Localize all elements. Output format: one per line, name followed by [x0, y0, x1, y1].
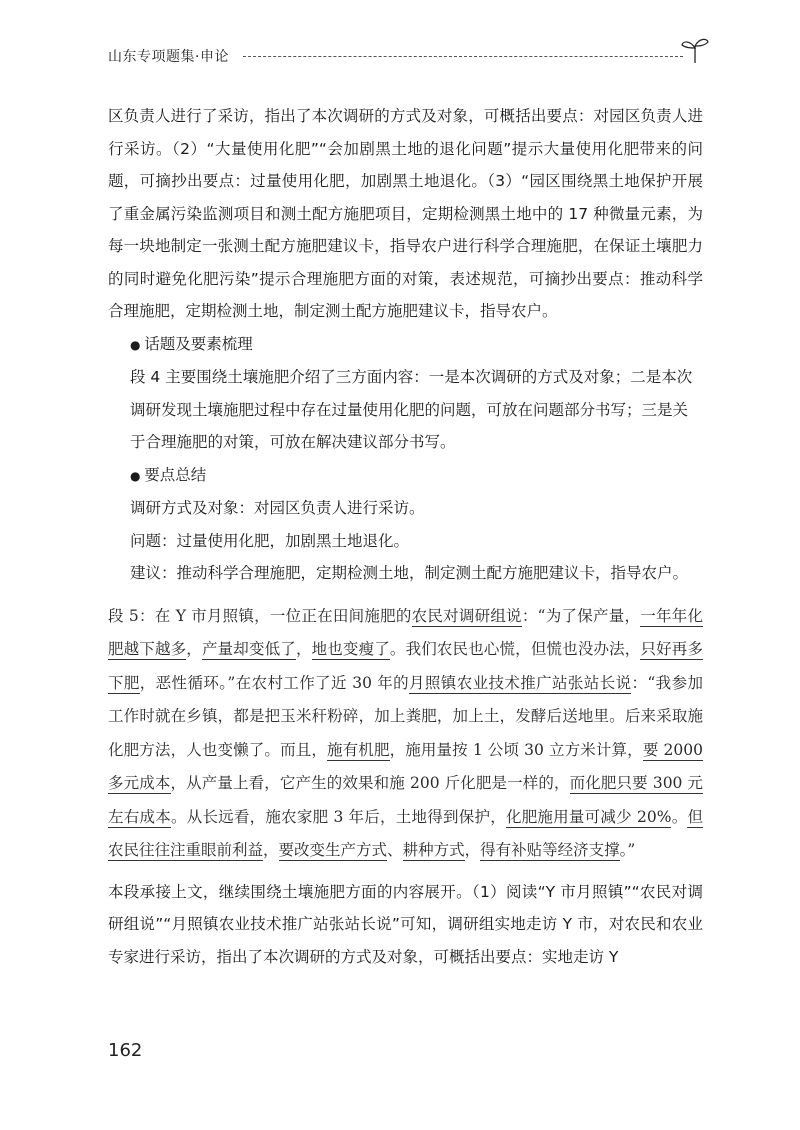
- analysis-paragraph: 本段承接上文，继续围绕土壤施肥方面的内容展开。（1）阅读“Y 市月照镇”“农民对调研组说”“月照镇农业技术推广站张站长说”可知，调研组实地走访 Y 市，对农民和农业专家进行采访，指出了本次调研的方式及对象，可概括出要点：实地走访 Y: [108, 882, 703, 966]
- page-body: [108, 100, 703, 973]
- quote-text: ，恶性循环。”在农村工作了近 30 年的: [139, 673, 410, 692]
- underlined-phrase: 得有补贴等经济支撑: [480, 841, 620, 859]
- underlined-phrase: 农民对调研组说: [411, 606, 522, 625]
- underlined-phrase: 化肥施用量可减少 20%: [505, 807, 672, 826]
- underlined-phrase: 地也变瘦了: [311, 640, 390, 658]
- underlined-phrase: 要 2000 多元成本: [108, 740, 703, 792]
- underlined-phrase: 而化肥只要 300 元左右成本: [108, 774, 703, 826]
- summary-item: 建议：推动科学合理施肥，定期检测土地，制定测土配方施肥建议卡，指导农户。: [130, 564, 689, 582]
- underlined-phrase: 要改变生产方式: [278, 841, 388, 859]
- quote-text: 。我们农民也心慌，但慌也没办法，: [389, 640, 641, 658]
- quote-text: ，施用量按 1 公顷 30 立方米计算，: [389, 740, 643, 759]
- source-paragraph-5: [108, 600, 703, 868]
- quote-text: 。: [671, 807, 688, 826]
- section-heading-topics: ● 话题及要素梳理: [108, 328, 703, 362]
- topic-paragraph: 段 4 主要围绕土壤施肥介绍了三方面内容：一是本次调研的方式及对象；二是本次调研发现土壤施肥过程中存在过量使用化肥的问题，可放在问题部分书写；三是关于合理施肥的对策，可放在解决建议部分书写。: [130, 368, 693, 451]
- quote-text: ：“我参加工作时就在乡镇，都是把玉米秆粉碎，加上粪肥，加上土，发酵后送地里。后来采取施化肥方法，人也变懒了。而且，: [108, 673, 703, 759]
- quote-text: ：“为了保产量，: [521, 606, 641, 625]
- underlined-phrase: 一年年化肥越下越多: [108, 606, 703, 658]
- sprout-icon: [680, 36, 710, 64]
- header-title: 山东专项题集·申论: [108, 49, 229, 65]
- running-header: [108, 36, 708, 66]
- underlined-phrase: 但农民往往注重眼前利益: [108, 807, 703, 859]
- quote-text: ，从产量上看，它产生的效果和施 200 斤化肥是一样的，: [170, 774, 570, 792]
- analysis-paragraph: 区负责人进行了采访，指出了本次调研的方式及对象，可概括出要点：对园区负责人进行采访。（2）“大量使用化肥”“会加剧黑土地的退化问题”提示大量使用化肥带来的问题，可摘抄出要点：过量使用化肥，加剧黑土地退化。（3）“园区围绕黑土地保护开展了重金属污染监测项目和测土配方施肥项目，定期检测黑土地中的 17 种微量元素，为每一块地制定一张测土配方施肥建议卡，指导农户进行科学合理施肥，在保证土壤肥力的同时避免化肥污染”提示合理施肥方面的对策，表述规范，可摘抄出要点：推动科学合理施肥，定期检测土地，制定测土配方施肥建议卡，指导农户。: [108, 107, 703, 320]
- section-heading-summary: ● 要点总结: [108, 459, 703, 493]
- quote-text: ，: [263, 841, 279, 859]
- summary-item: 调研方式及对象：对园区负责人进行采访。: [130, 499, 425, 517]
- header-rule: [243, 56, 683, 57]
- underlined-phrase: 施有机肥: [327, 740, 390, 759]
- quote-text: ，: [186, 640, 202, 658]
- quote-text: 、: [387, 841, 403, 859]
- summary-item: 问题：过量使用化肥，加剧黑土地退化。: [130, 531, 410, 550]
- underlined-phrase: 月照镇农业技术推广站张站长说: [409, 673, 632, 692]
- quote-text: 段 5：在 Y 市月照镇，一位正在田间施肥的: [108, 606, 412, 625]
- underlined-phrase: 产量却变低了: [201, 640, 296, 658]
- quote-text: ，: [295, 640, 312, 658]
- quote-text: 。从长远看，施农家肥 3 年后，土地得到保护，: [170, 807, 506, 826]
- underlined-phrase: 只好再多下肥: [108, 640, 703, 692]
- quote-text: ，: [464, 841, 481, 859]
- underlined-phrase: 耕种方式: [402, 841, 465, 859]
- quote-text: 。”: [619, 841, 636, 859]
- page-number: 162: [108, 1040, 143, 1061]
